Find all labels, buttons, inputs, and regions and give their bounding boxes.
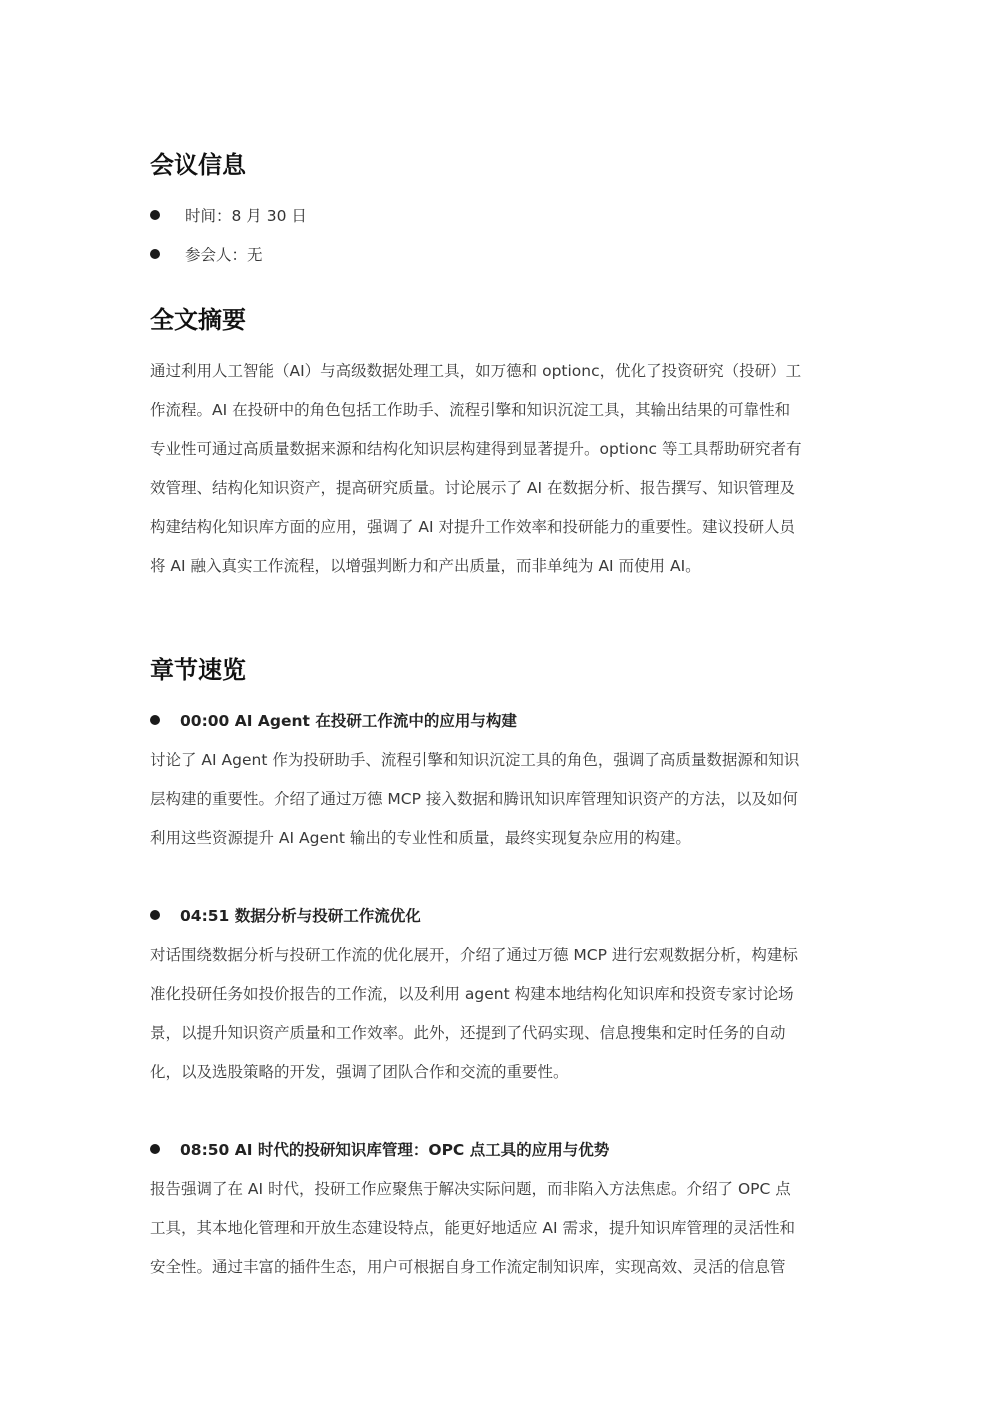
chapter-title-item	[150, 708, 517, 732]
chapters-heading: 章节速览	[150, 656, 246, 684]
chapter-title: 00:00 AI Agent 在投研工作流中的应用与构建	[180, 712, 517, 730]
summary-line: 专业性可通过高质量数据来源和结构化知识层构建得到显著提升。optionc 等工具帮助研究者有	[150, 440, 802, 458]
chapter-line: 景，以提升知识资产质量和工作效率。此外，还提到了代码实现、信息搜集和定时任务的自动	[150, 1024, 786, 1042]
bullet-dot-icon	[150, 210, 160, 220]
meeting-attendees-item	[150, 242, 263, 266]
meeting-time-text: 时间：8 月 30 日	[185, 207, 307, 225]
chapter-line: 层构建的重要性。介绍了通过万德 MCP 接入数据和腾讯知识库管理知识资产的方法，以及如何	[150, 790, 798, 808]
summary-paragraph	[150, 352, 842, 586]
chapter-title: 04:51 数据分析与投研工作流优化	[180, 907, 421, 925]
chapter-paragraph	[150, 936, 842, 1092]
summary-line: 通过利用人工智能（AI）与高级数据处理工具，如万德和 optionc，优化了投资研究（投研）工	[150, 362, 802, 380]
chapter-line: 准化投研任务如投价报告的工作流，以及利用 agent 构建本地结构化知识库和投资专家讨论场	[150, 985, 794, 1003]
chapter-title: 08:50 AI 时代的投研知识库管理：OPC 点工具的应用与优势	[180, 1141, 610, 1159]
bullet-dot-icon	[150, 715, 160, 725]
chapter-line: 化，以及选股策略的开发，强调了团队合作和交流的重要性。	[150, 1063, 569, 1081]
meeting-attendees-text: 参会人：无	[185, 246, 263, 264]
chapter-paragraph	[150, 741, 842, 858]
summary-line: 将 AI 融入真实工作流程，以增强判断力和产出质量，而非单纯为 AI 而使用 AI。	[150, 557, 701, 575]
chapter-paragraph	[150, 1170, 842, 1287]
summary-heading: 全文摘要	[150, 306, 246, 334]
summary-line: 作流程。AI 在投研中的角色包括工作助手、流程引擎和知识沉淀工具，其输出结果的可靠性和	[150, 401, 791, 419]
meeting-info-heading: 会议信息	[150, 151, 246, 179]
chapter-line: 安全性。通过丰富的插件生态，用户可根据自身工作流定制知识库，实现高效、灵活的信息管	[150, 1258, 786, 1276]
chapter-title-item	[150, 903, 421, 927]
chapter-line: 利用这些资源提升 AI Agent 输出的专业性和质量，最终实现复杂应用的构建。	[150, 829, 691, 847]
meeting-time-item	[150, 203, 307, 227]
chapter-line: 对话围绕数据分析与投研工作流的优化展开，介绍了通过万德 MCP 进行宏观数据分析，构建标	[150, 946, 798, 964]
chapter-line: 工具，其本地化管理和开放生态建设特点，能更好地适应 AI 需求，提升知识库管理的灵活性和	[150, 1219, 796, 1237]
bullet-dot-icon	[150, 249, 160, 259]
bullet-dot-icon	[150, 1144, 160, 1154]
summary-line: 效管理、结构化知识资产，提高研究质量。讨论展示了 AI 在数据分析、报告撰写、知识管理及	[150, 479, 796, 497]
chapter-line: 讨论了 AI Agent 作为投研助手、流程引擎和知识沉淀工具的角色，强调了高质量数据源和知识	[150, 751, 800, 769]
chapter-title-item	[150, 1137, 609, 1161]
bullet-dot-icon	[150, 910, 160, 920]
summary-line: 构建结构化知识库方面的应用，强调了 AI 对提升工作效率和投研能力的重要性。建议投研人员	[150, 518, 796, 536]
chapter-line: 报告强调了在 AI 时代，投研工作应聚焦于解决实际问题，而非陷入方法焦虑。介绍了 OPC 点	[150, 1180, 791, 1198]
